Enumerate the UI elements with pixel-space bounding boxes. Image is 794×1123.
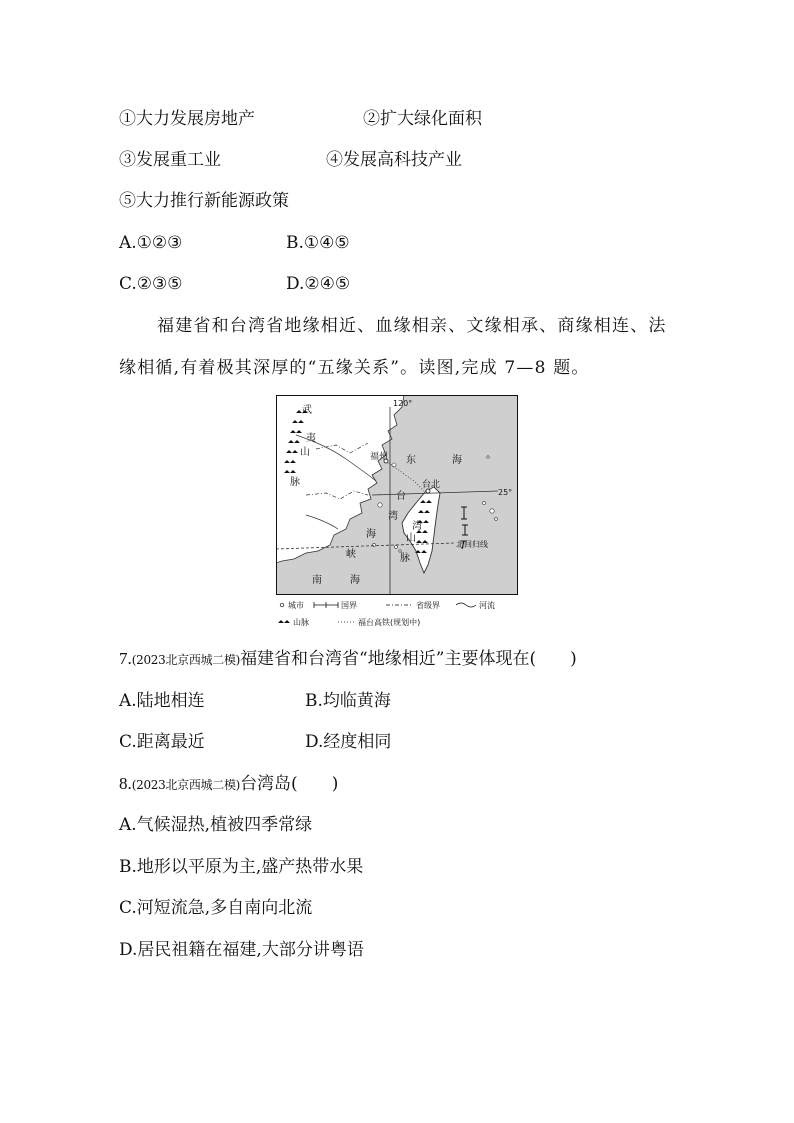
label-tw-mtn-3: 脉 [400,553,410,564]
q7-stem-line [119,648,577,671]
legend-railway: 福台高铁(规划中) [358,618,421,627]
label-strait-2: 湾 [388,511,398,522]
label-tw-mtn-2: 山 [406,533,416,544]
q7-option-a: A.陆地相连 [119,691,205,711]
label-east-sea-1: 东 [406,455,416,466]
q7-option-d: D.经度相同 [305,732,392,752]
label-south-sea-2: 海 [350,575,360,586]
label-wuyi-3: 山 [300,447,310,458]
q6-option-2: ②扩大绿化面积 [363,109,482,129]
legend-river: 河流 [479,601,495,610]
q7-source: (2023北京西城二模) [131,653,241,667]
q8-stem: 台湾岛( ) [240,774,339,794]
q7-option-c: C.距离最近 [119,732,205,752]
legend-city: 城市 [288,601,304,610]
q8-option-d: D.居民祖籍在福建,大部分讲粤语 [119,940,364,960]
map-legend [278,600,495,627]
label-east-sea-2: 海 [452,455,462,466]
label-strait-3: 海 [366,529,376,540]
label-tropic: 北回归线 [456,540,488,549]
q8-option-b: B.地形以平原为主,盛产热带水果 [119,857,364,877]
label-strait-4: 峡 [346,549,356,560]
q8-option-c: C.河短流急,多自南向北流 [119,898,313,918]
q8-stem-line [119,773,338,796]
label-wuyi-2: 夷 [306,433,316,444]
q6-option-3: ③发展重工业 [119,150,221,170]
legend-mountain: 山脉 [293,618,309,627]
q6-option-1: ①大力发展房地产 [119,109,255,129]
q6-option-5: ⑤大力推行新能源政策 [119,191,289,211]
legend-border: 国界 [341,601,357,610]
label-wuyi-1: 武 [302,405,312,416]
label-strait-1: 台 [396,491,406,502]
q6-answer-d: D.②④⑤ [286,274,351,294]
q6-answer-c: C.②③⑤ [119,274,183,294]
q7-option-b: B.均临黄海 [305,691,391,711]
latitude-label: 25° [498,488,513,497]
passage-text: 福建省和台湾省地缘相近、血缘相亲、文缘相承、商缘相连、法缘相循,有着极其深厚的“五缘关系”。读图,完成 7—8 题。 [119,316,667,378]
q7-stem: 福建省和台湾省“地缘相近”主要体现在( ) [240,649,577,669]
label-tw-mtn-1: 湾 [412,521,422,532]
label-wuyi-4: 脉 [290,477,300,488]
q8-number: 8. [119,774,132,793]
label-fuzhou: 福州 [370,452,389,462]
longitude-label: 120° [393,399,413,408]
label-south-sea-1: 南 [312,575,322,586]
q7-number: 7. [119,649,132,668]
q6-answer-b: B.①④⑤ [286,233,350,253]
fujian-taiwan-map [276,395,518,633]
label-taibei: 台北 [422,480,441,490]
legend-province: 省级界 [416,601,440,610]
q8-option-a: A.气候湿热,植被四季常绿 [119,815,313,835]
q6-answer-a: A.①②③ [119,233,183,253]
q6-option-4: ④发展高科技产业 [326,150,462,170]
q8-source: (2023北京西城二模) [131,778,241,792]
